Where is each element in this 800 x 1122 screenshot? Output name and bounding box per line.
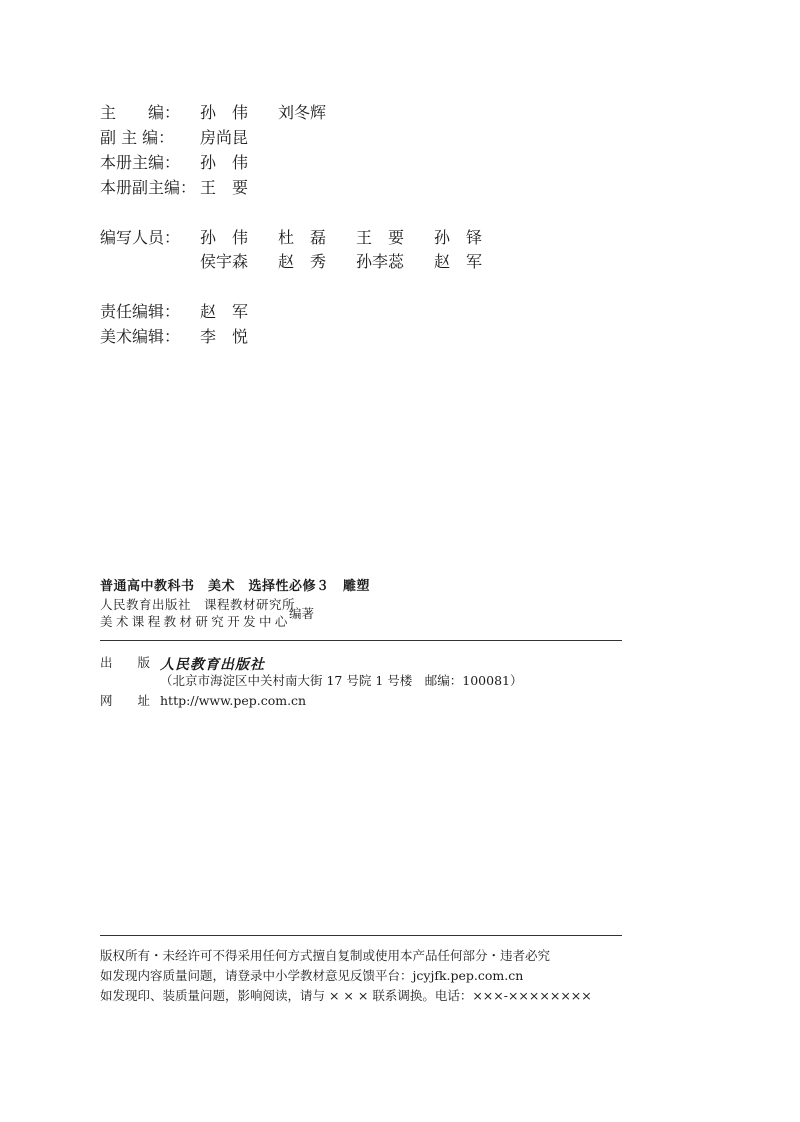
writer-name: 侯宇森 (200, 252, 249, 271)
chief-editor-label: 主 编： (100, 103, 181, 122)
website-label: 网 址 (100, 693, 151, 708)
writer-name: 孙 伟 (200, 228, 249, 247)
divider-top (100, 640, 622, 641)
divider-bottom (100, 935, 622, 936)
chief-editor-name-2: 刘冬辉 (278, 103, 327, 122)
publisher-logo: 人民教育出版社 (160, 657, 265, 673)
book-title: 普通高中教科书 美术 选择性必修３ 雕塑 (100, 579, 371, 594)
print-quality-line: 如发现印、装质量问题，影响阅读，请与 × × × 联系调换。电话：×××-×××××××× (100, 988, 592, 1003)
volume-editor-label: 本册主编： (100, 153, 181, 172)
author-line-2: 美术课程教材研究开发中心 (100, 614, 291, 629)
art-editor-name: 李 悦 (200, 327, 249, 346)
copyright-line: 版权所有・未经许可不得采用任何方式擅自复制或使用本产品任何部分・违者必究 (100, 948, 551, 963)
volume-deputy-name: 王 要 (200, 178, 249, 197)
responsible-editor-label: 责任编辑： (100, 302, 181, 321)
writers-label: 编写人员： (100, 228, 181, 247)
chief-editor-line (100, 103, 180, 123)
deputy-chief-label: 副 主 编： (100, 128, 175, 147)
writer-name: 赵 秀 (278, 252, 327, 271)
deputy-chief-name: 房尚昆 (200, 128, 249, 147)
writer-name: 杜 磊 (278, 228, 327, 247)
feedback-line: 如发现内容质量问题，请登录中小学教材意见反馈平台：jcyjfk.pep.com.cn (100, 968, 524, 983)
art-editor-label: 美术编辑： (100, 327, 181, 346)
volume-deputy-label: 本册副主编： (100, 178, 197, 197)
author-suffix: 编著 (289, 606, 315, 621)
publisher-label: 出 版 (100, 655, 151, 670)
writer-name: 孙 铎 (434, 228, 483, 247)
publisher-address: （北京市海淀区中关村南大街 17 号院 1 号楼 邮编：100081） (160, 673, 523, 688)
volume-editor-name: 孙 伟 (200, 153, 249, 172)
website-link[interactable]: http://www.pep.com.cn (160, 693, 307, 708)
chief-editor-name-1: 孙 伟 (200, 103, 249, 122)
writer-name: 王 要 (356, 228, 405, 247)
author-line-1: 人民教育出版社 课程教材研究所 (100, 597, 296, 612)
writer-name: 赵 军 (434, 252, 483, 271)
writer-name: 孙李蕊 (356, 252, 405, 271)
responsible-editor-name: 赵 军 (200, 302, 249, 321)
